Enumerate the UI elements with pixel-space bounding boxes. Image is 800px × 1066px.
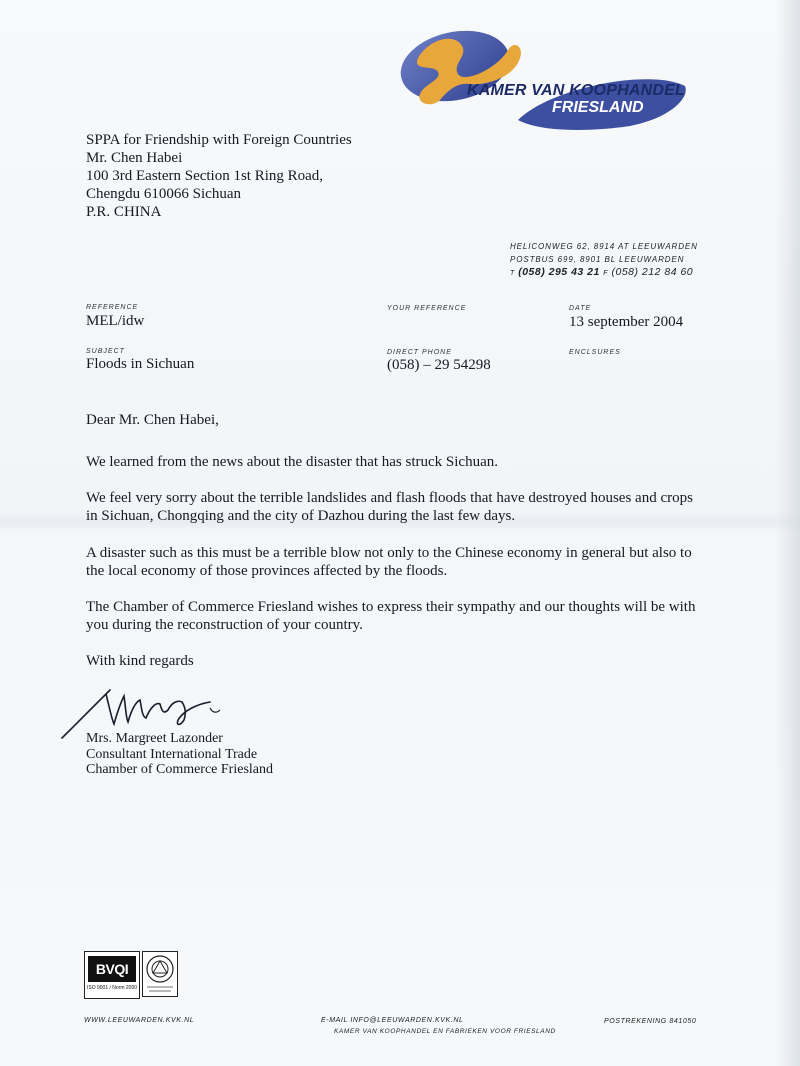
subject-label: SUBJECT: [86, 348, 125, 355]
paragraph-3: A disaster such as this must be a terrible blow not only to the Chinese economy in general but also to the local economy of those provinces affected by the floods.: [86, 545, 692, 579]
sender-address: [510, 240, 698, 280]
recipient-line: Chengdu 610066 Sichuan: [86, 186, 241, 202]
signatory-name: Mrs. Margreet Lazonder: [86, 731, 223, 746]
salutation: Dear Mr. Chen Habei,: [86, 412, 219, 428]
footer-website: WWW.LEEUWARDEN.KVK.NL: [84, 1017, 195, 1024]
certification-mark: [84, 951, 180, 999]
paragraph-2: We feel very sorry about the terrible landslides and flash floods that have destroyed houses and crops in Sichuan, Chongqing and the city of Dazhou during the last few days.: [86, 490, 693, 524]
sender-street: HELICONWEG 62, 8914 AT LEEUWARDEN: [510, 242, 698, 251]
footer-email: E-MAIL INFO@LEEUWARDEN.KVK.NL: [321, 1017, 464, 1024]
recipient-line: SPPA for Friendship with Foreign Countries: [86, 132, 352, 148]
recipient-line: P.R. CHINA: [86, 204, 162, 220]
sender-phone: (058) 295 43 21: [518, 266, 600, 278]
sender-fax: (058) 212 84 60: [611, 266, 694, 278]
date-label: DATE: [569, 305, 592, 312]
recipient-line: 100 3rd Eastern Section 1st Ring Road,: [86, 168, 324, 184]
closing-greeting: With kind regards: [86, 653, 194, 669]
direct-phone-label: DIRECT PHONE: [387, 349, 452, 356]
subject-value: Floods in Sichuan: [86, 356, 195, 372]
paragraph-1: We learned from the news about the disaster that has struck Sichuan.: [86, 454, 499, 470]
sender-phone-line: [510, 266, 698, 280]
paragraph-4: The Chamber of Commerce Friesland wishes to express their sympathy and our thoughts will be with you during the reconstruction of your country.: [86, 599, 696, 633]
iso-text: ISO 9001 / Norm 2000: [86, 985, 138, 991]
signatory-block: [86, 731, 273, 778]
date-value: 13 september 2004: [569, 314, 684, 330]
logo-wordmark-line2: FRIESLAND: [552, 99, 644, 116]
direct-phone-value: (058) – 29 54298: [387, 357, 491, 373]
fax-label: F: [603, 270, 609, 277]
signatory-title: Consultant International Trade: [86, 746, 258, 762]
bvqi-logo: BVQI: [88, 956, 136, 982]
signatory-organization: Chamber of Commerce Friesland: [86, 762, 274, 777]
sender-postbus: POSTBUS 699, 8901 BL LEEUWARDEN: [510, 255, 685, 264]
phone-label: T: [510, 270, 515, 277]
your-reference-label: YOUR REFERENCE: [387, 305, 467, 312]
enclosures-label: ENCLSURES: [569, 349, 621, 356]
logo-wordmark-line1: KAMER VAN KOOPHANDEL: [467, 82, 685, 99]
recipient-address: [86, 131, 352, 221]
reference-value: MEL/idw: [86, 313, 145, 329]
footer-organization: KAMER VAN KOOPHANDEL EN FABRIEKEN VOOR FRIESLAND: [334, 1028, 556, 1035]
recipient-line: Mr. Chen Habei: [86, 150, 183, 166]
accreditation-seal-icon: [142, 951, 178, 997]
footer-postrekening: POSTREKENING 841050: [604, 1018, 697, 1025]
reference-label: REFERENCE: [86, 304, 139, 311]
chamber-logo-icon: [400, 28, 690, 133]
